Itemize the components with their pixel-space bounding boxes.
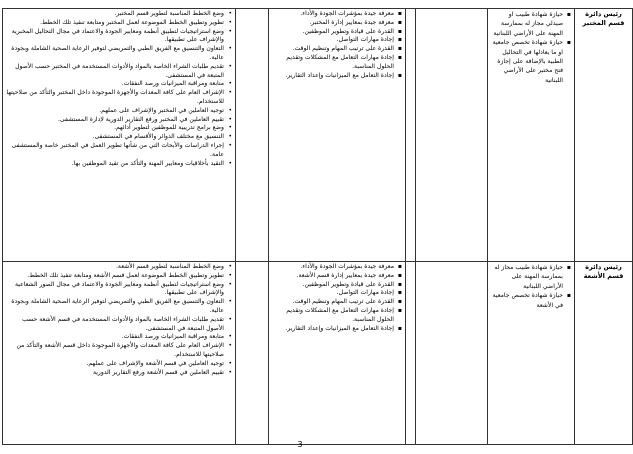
job-title-cell	[575, 262, 633, 445]
empty-cell	[406, 262, 416, 445]
task-item: • وضع استراتيجيات لتطبيق أنظمة ومعايير الجودة والاعتماد في مجال التحاليل المخبرية والإشراف على تطبيقها.	[5, 28, 224, 46]
task-item: • تقييم العاملين في قسم الأشعة ورفع التقارير الدورية	[5, 369, 224, 378]
qualifications-cell	[488, 9, 575, 262]
qualification-item: ▪ حيازة شهادة تخصص جامعية في الأشعة	[490, 291, 563, 310]
qualifications-list	[490, 10, 572, 85]
skill-item: ▪ القدرة على قيادة وتطوير الموظفين.	[271, 28, 394, 37]
task-item: • متابعة ومراقبة الميزانيات ورصد النفقات.	[5, 333, 224, 342]
task-item: • تطوير وتطبيق الخطط الموضوعة لعمل قسم الأشعة ومتابعة تنفيذ تلك الخطط.	[5, 272, 224, 281]
task-item: • تطوير وتطبيق الخطط الموضوعة لعمل المختبر ومتابعة تنفيذ تلك الخطط.	[5, 19, 224, 28]
skill-item: ▪ القدرة على قيادة وتطوير الموظفين.	[271, 281, 394, 290]
skills-list	[271, 10, 403, 80]
task-item: • وضع الخطط المناسبة لتطوير قسم الأشعة.	[5, 263, 224, 272]
job-description-table	[2, 8, 633, 445]
skill-item: ▪ إجادة مهارات التواصل.	[271, 36, 394, 45]
skills-cell	[269, 262, 406, 445]
skill-item: ▪ معرفة جيدة بمعايير إدارة قسم الأشعة.	[271, 272, 394, 281]
task-item: • توجيه العاملين في المختبر والإشراف على عملهم.	[5, 107, 224, 116]
tasks-cell	[3, 9, 236, 262]
task-item: • التنسيق مع مختلف الدوائر والأقسام في المستشفى.	[5, 133, 224, 142]
empty-cell	[406, 9, 416, 262]
skills-cell	[269, 9, 406, 262]
qualification-item: ▪ حيازة شهادة تخصص جامعية او ما يعادلها في التحاليل الطبية بالإضافة على إجازة فتح مختبر على الأراضي اللبنانية	[490, 38, 563, 85]
job-title-radiology: رئيس دائرة قسم الأشعة	[583, 263, 624, 280]
qualification-item: ▪ حيازة شهادة طبيب مجاز له بممارسة المهنة على الأراضي اللبنانية	[490, 263, 563, 291]
task-item: • وضع استراتيجيات لتطبيق أنظمة ومعايير الجودة والاعتماد في مجال الصور الشعاعية والإشراف على تطبيقها.	[5, 281, 224, 299]
job-title-lab: رئيس دائرة قسم المختبر	[582, 10, 625, 27]
task-item: • التعاون والتنسيق مع الفريق الطبي والتمريضي لتوفير الرعاية الصحية الشاملة وبجودة عالية.	[5, 298, 224, 316]
task-item: • الإشراف العام على كافة المعدات والأجهزة الموجودة داخل المختبر والتأكد من صلاحيتها للاستخدام.	[5, 89, 224, 107]
skill-item: ▪ إجادة التعامل مع الميزانيات وإعداد التقارير.	[271, 325, 394, 334]
page-number: 3	[297, 440, 303, 449]
job-title-cell	[575, 9, 633, 262]
task-item: • متابعة ومراقبة الميزانيات ورصد النفقات.	[5, 80, 224, 89]
task-item: • التقيد بأخلاقيات ومعايير المهنة والتأكد من تقيد الموظفين بها.	[5, 160, 224, 169]
table-row-lab	[3, 9, 633, 262]
tasks-list	[5, 263, 233, 377]
skill-item: ▪ إجادة مهارات التعامل مع المشكلات وتقديم الحلول المناسبة.	[271, 307, 394, 325]
skill-item: ▪ معرفة جيدة بمعايير إدارة المختبر.	[271, 19, 394, 28]
task-item: • وضع برامج تدريبية للموظفين لتطوير أدائهم.	[5, 124, 224, 133]
skill-item: ▪ إجادة التعامل مع الميزانيات وإعداد التقارير.	[271, 72, 394, 81]
skill-item: ▪ القدرة على ترتيب المهام وتنظيم الوقت.	[271, 45, 394, 54]
task-item: • تقديم طلبات الشراء الخاصة بالمواد والأدوات المستخدمة في قسم الأشعة حسب الأصول المتبعة في المستشفى.	[5, 316, 224, 334]
qualifications-cell	[488, 262, 575, 445]
skill-item: ▪ معرفة جيدة بمؤشرات الجودة والأداء.	[271, 10, 394, 19]
empty-cell	[416, 262, 488, 445]
task-item: • تقديم طلبات الشراء الخاصة بالمواد والأدوات المستخدمة في المختبر حسب الأصول المتبعة في المستشفى.	[5, 63, 224, 81]
task-item: • وضع الخطط المناسبة لتطوير قسم المختبر.	[5, 10, 224, 19]
skill-item: ▪ القدرة على ترتيب المهام وتنظيم الوقت.	[271, 298, 394, 307]
task-item: • الإشراف العام على كافة المعدات والأجهزة الموجودة داخل قسم الأشعة والتأكد من صلاحيتها للاستخدام.	[5, 342, 224, 360]
empty-cell	[236, 262, 269, 445]
table-row-radiology	[3, 262, 633, 445]
qualification-item: ▪ حيازة شهادة طبيب او صيدلي مجاز له بممارسة المهنة على الأراضي اللبنانية	[490, 10, 563, 38]
tasks-list	[5, 10, 233, 168]
qualifications-list	[490, 263, 572, 310]
task-item: • التعاون والتنسيق مع الفريق الطبي والتمريضي لتوفير الرعاية الصحية الشاملة وبجودة عالية.	[5, 45, 224, 63]
task-item: • توجيه العاملين في قسم الأشعة والإشراف على عملهم.	[5, 360, 224, 369]
skill-item: ▪ إجادة مهارات التواصل.	[271, 289, 394, 298]
task-item: • إجراء الدراسات والأبحاث التي من شأنها تطوير العمل في المختبر خاصة والمستشفى عامة.	[5, 142, 224, 160]
empty-cell	[416, 9, 488, 262]
empty-cell	[236, 9, 269, 262]
tasks-cell	[3, 262, 236, 445]
skill-item: ▪ معرفة جيدة بمؤشرات الجودة والأداء.	[271, 263, 394, 272]
task-item: • تقييم العاملين في المختبر ورفع التقارير الدورية لإدارة المستشفى.	[5, 116, 224, 125]
skills-list	[271, 263, 403, 333]
skill-item: ▪ إجادة مهارات التعامل مع المشكلات وتقديم الحلول المناسبة.	[271, 54, 394, 72]
